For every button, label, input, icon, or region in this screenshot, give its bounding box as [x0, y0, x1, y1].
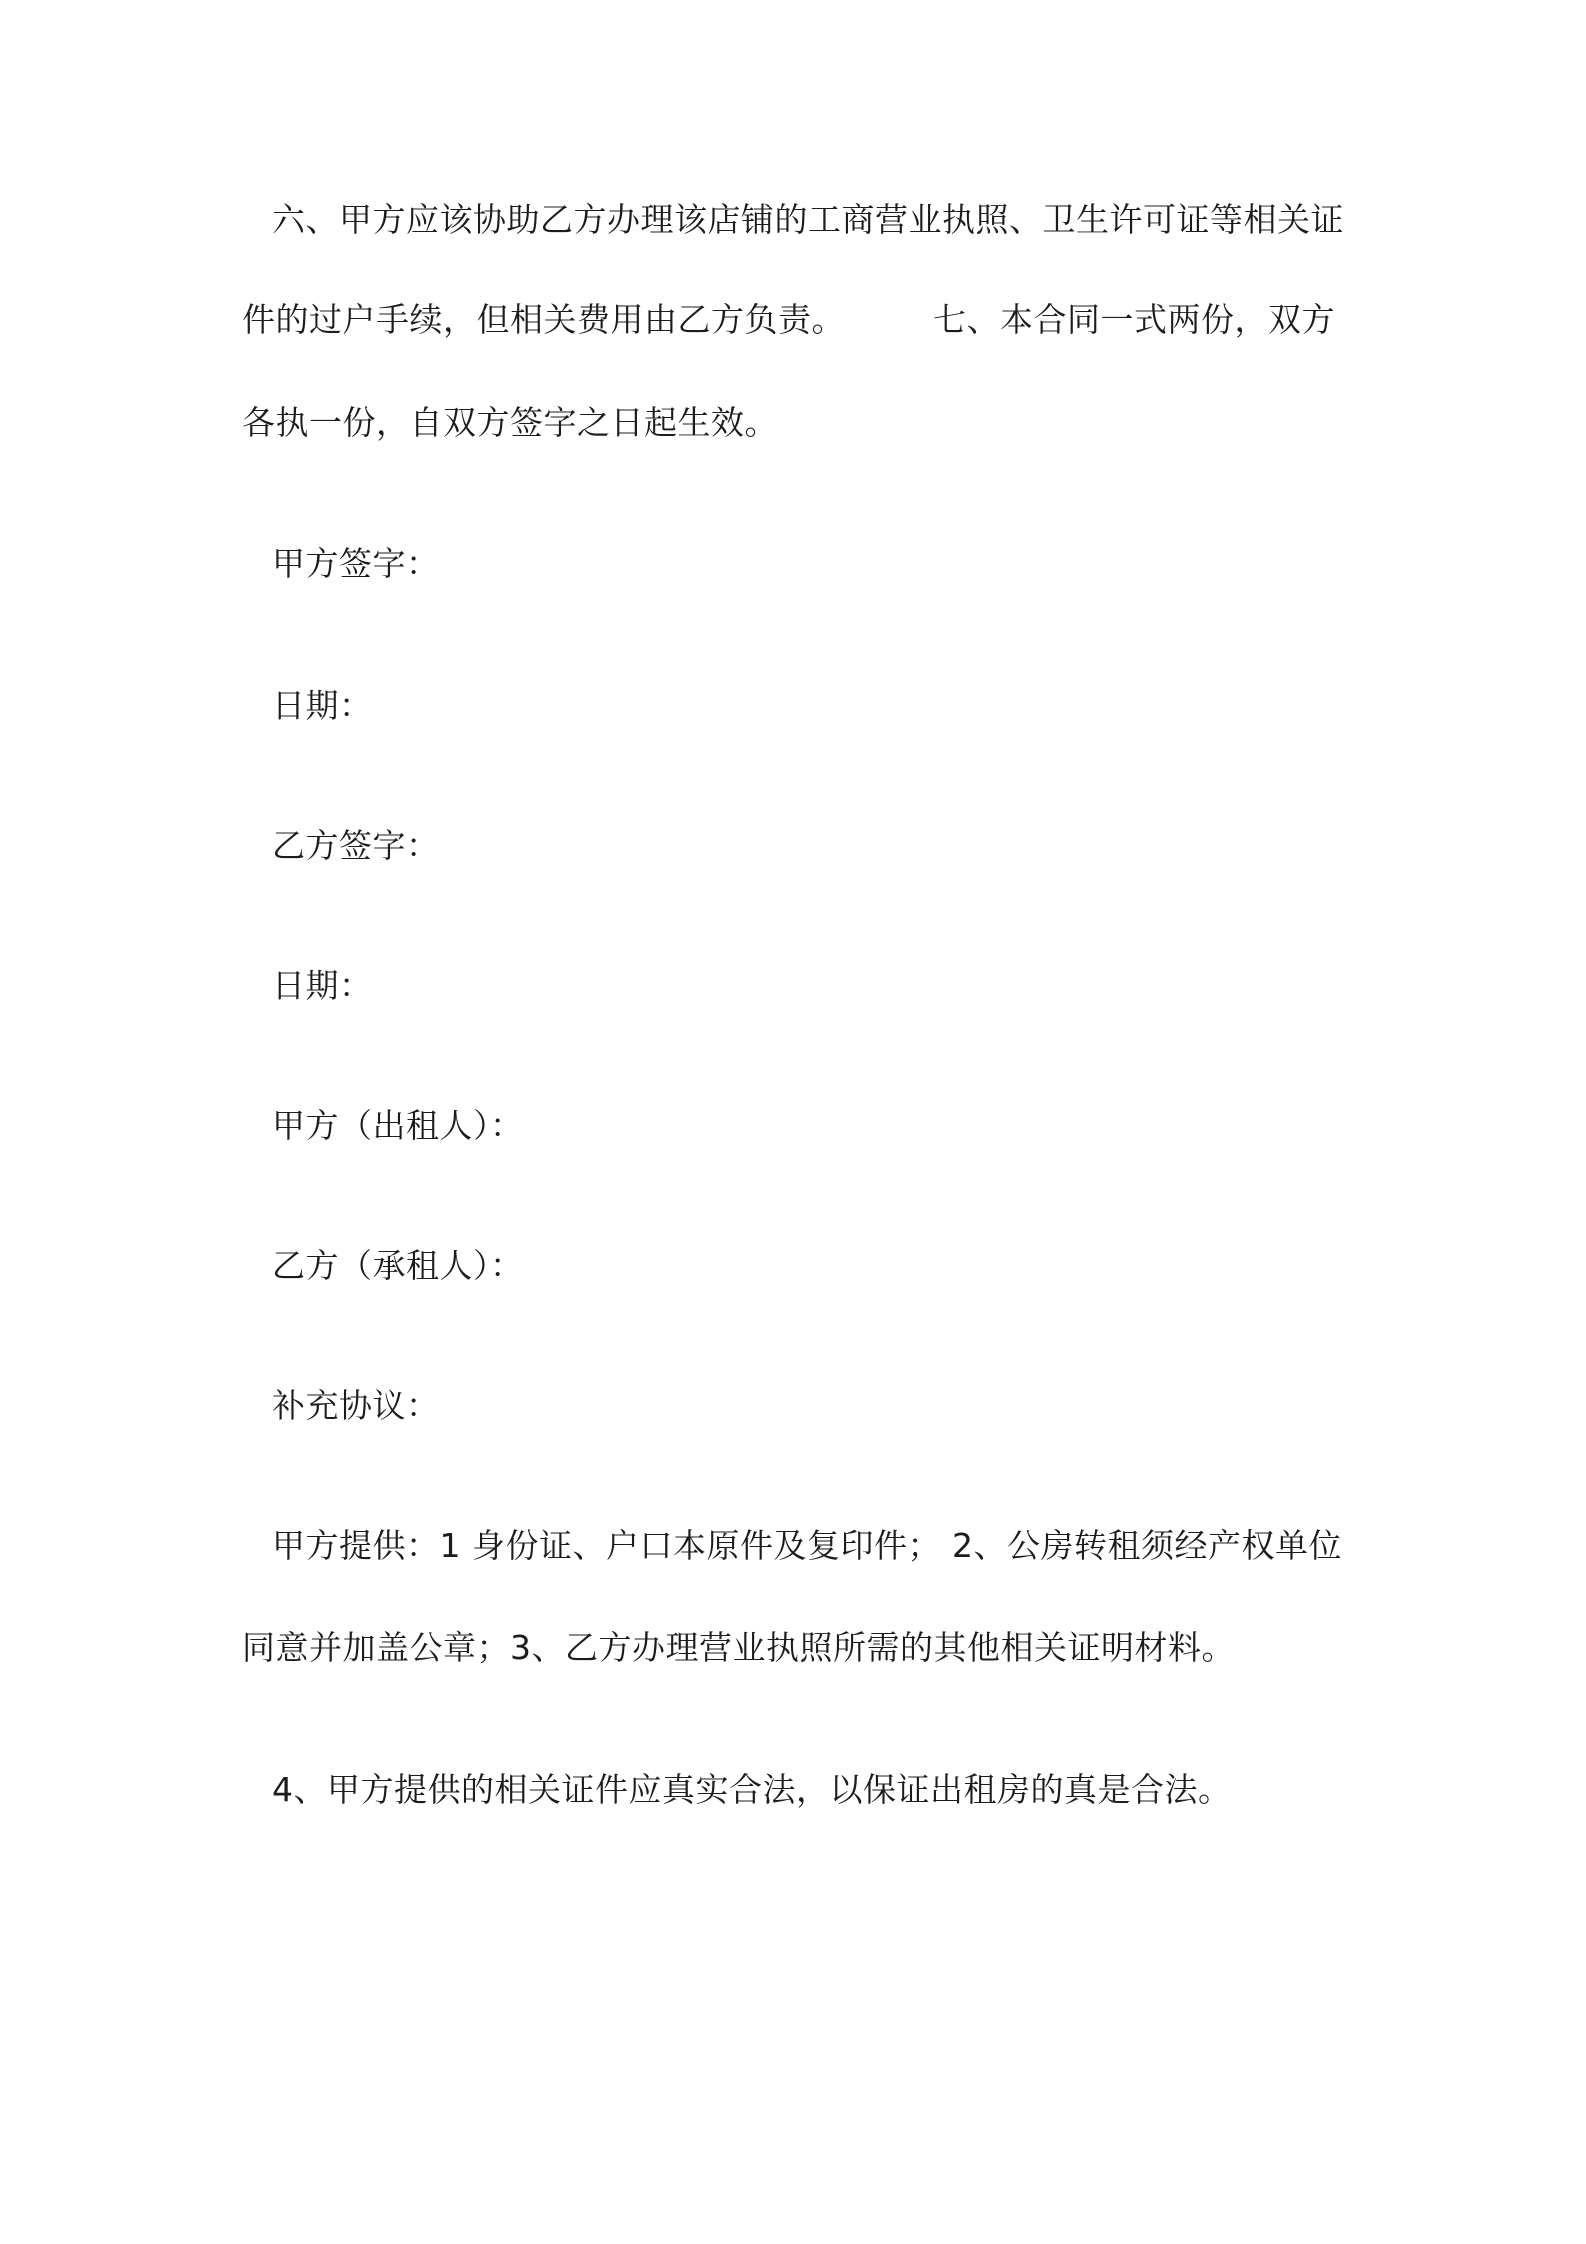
party-b-lessee-label: 乙方（承租人）： [272, 1246, 524, 1285]
clause-7-line-1: 七、本合同一式两份，双方 [933, 300, 1335, 339]
clause-6-line-2-text: 件的过户手续，但相关费用由乙方负责。 [242, 300, 845, 339]
supplement-line-1: 甲方提供：1 身份证、户口本原件及复印件； 2、公房转租须经产权单位 [272, 1526, 1342, 1565]
supplement-line-2: 同意并加盖公章；3、乙方办理营业执照所需的其他相关证明材料。 [242, 1628, 1235, 1667]
clause-7-line-2: 各执一份，自双方签字之日起生效。 [242, 403, 778, 442]
clause-6-line-2 [242, 300, 1335, 340]
supplement-line-3: 4、甲方提供的相关证件应真实合法，以保证出租房的真是合法。 [272, 1770, 1232, 1809]
clause-6-line-1: 六、甲方应该协助乙方办理该店铺的工商营业执照、卫生许可证等相关证 [272, 200, 1344, 239]
party-a-signature-label: 甲方签字： [272, 544, 440, 583]
supplement-title: 补充协议： [272, 1386, 440, 1425]
party-b-date-label: 日期： [272, 966, 373, 1005]
party-b-signature-label: 乙方签字： [272, 826, 440, 865]
party-a-lessor-label: 甲方（出租人）： [272, 1106, 524, 1145]
party-a-date-label: 日期： [272, 686, 373, 725]
